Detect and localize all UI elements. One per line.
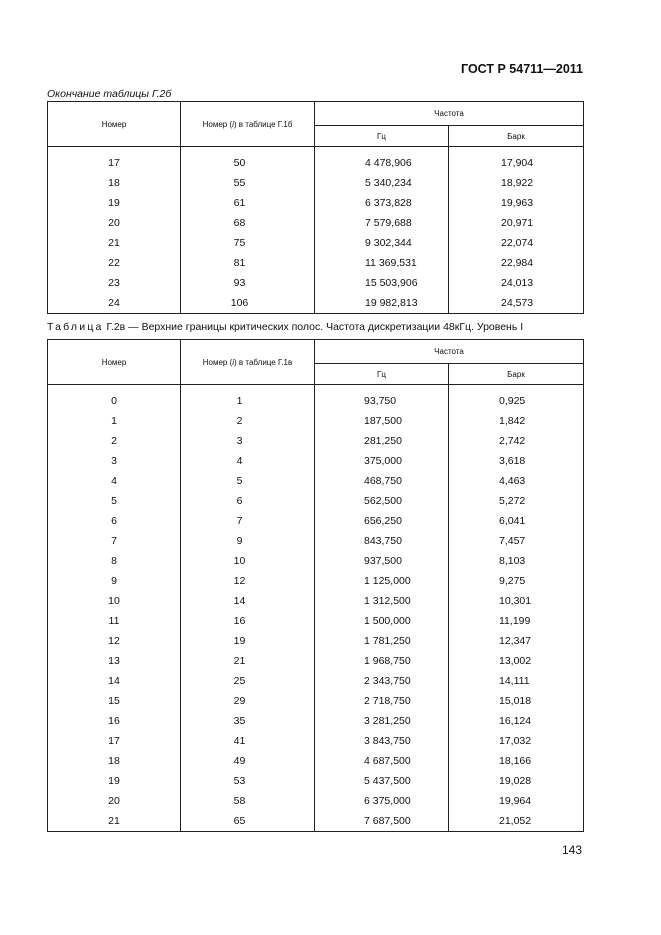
cell-hz: 468,750 [315, 471, 449, 491]
cell-number: 3 [48, 451, 181, 471]
cell-index: 25 [181, 671, 315, 691]
table1-header-index: Номер (i) в таблице Г.1б [181, 102, 315, 147]
cell-bark: 19,963 [449, 193, 584, 213]
cell-bark: 22,984 [449, 253, 584, 273]
table1-header-number: Номер [48, 102, 181, 147]
cell-bark: 20,971 [449, 213, 584, 233]
cell-number: 18 [48, 173, 181, 193]
table-row [48, 551, 584, 571]
cell-hz: 11 369,531 [315, 253, 449, 273]
cell-bark: 10,301 [449, 591, 584, 611]
cell-bark: 8,103 [449, 551, 584, 571]
cell-bark: 24,573 [449, 293, 584, 314]
cell-index: 4 [181, 451, 315, 471]
cell-bark: 17,904 [449, 147, 584, 174]
cell-hz: 656,250 [315, 511, 449, 531]
table-row [48, 651, 584, 671]
cell-hz: 1 781,250 [315, 631, 449, 651]
cell-index: 53 [181, 771, 315, 791]
cell-bark: 22,074 [449, 233, 584, 253]
table-row [48, 531, 584, 551]
table-row [48, 385, 584, 412]
cell-index: 9 [181, 531, 315, 551]
cell-bark: 13,002 [449, 651, 584, 671]
cell-index: 19 [181, 631, 315, 651]
cell-index: 29 [181, 691, 315, 711]
cell-index: 35 [181, 711, 315, 731]
cell-number: 0 [48, 385, 181, 412]
cell-number: 17 [48, 731, 181, 751]
cell-bark: 1,842 [449, 411, 584, 431]
table2-caption-label: Таблица [47, 321, 104, 333]
cell-bark: 19,964 [449, 791, 584, 811]
cell-index: 50 [181, 147, 315, 174]
cell-number: 1 [48, 411, 181, 431]
cell-index: 81 [181, 253, 315, 273]
cell-hz: 843,750 [315, 531, 449, 551]
cell-hz: 6 375,000 [315, 791, 449, 811]
cell-hz: 3 281,250 [315, 711, 449, 731]
table2-header-frequency: Частота [315, 340, 584, 364]
cell-hz: 4 687,500 [315, 751, 449, 771]
cell-index: 1 [181, 385, 315, 412]
cell-index: 14 [181, 591, 315, 611]
cell-hz: 5 437,500 [315, 771, 449, 791]
table-row [48, 591, 584, 611]
cell-number: 20 [48, 213, 181, 233]
table2-caption [47, 321, 523, 333]
table-row [48, 571, 584, 591]
cell-bark: 14,111 [449, 671, 584, 691]
cell-bark: 17,032 [449, 731, 584, 751]
page-number: 143 [561, 843, 582, 857]
cell-hz: 1 312,500 [315, 591, 449, 611]
cell-number: 19 [48, 771, 181, 791]
table2-caption-text: Г.2в — Верхние границы критических полос. Частота дискретизации 48кГц. Уровень I [103, 321, 524, 333]
table-row [48, 213, 584, 233]
cell-index: 12 [181, 571, 315, 591]
cell-bark: 0,925 [449, 385, 584, 412]
table-row [48, 631, 584, 651]
cell-number: 24 [48, 293, 181, 314]
cell-index: 5 [181, 471, 315, 491]
cell-number: 16 [48, 711, 181, 731]
cell-number: 19 [48, 193, 181, 213]
cell-hz: 1 500,000 [315, 611, 449, 631]
table-row [48, 711, 584, 731]
cell-index: 7 [181, 511, 315, 531]
cell-bark: 16,124 [449, 711, 584, 731]
table2-header-hz: Гц [315, 364, 449, 385]
cell-bark: 18,166 [449, 751, 584, 771]
table2 [47, 339, 584, 832]
cell-number: 6 [48, 511, 181, 531]
table1-body [48, 147, 584, 314]
cell-number: 18 [48, 751, 181, 771]
cell-number: 12 [48, 631, 181, 651]
cell-number: 10 [48, 591, 181, 611]
cell-hz: 187,500 [315, 411, 449, 431]
table2-header-number: Номер [48, 340, 181, 385]
cell-bark: 5,272 [449, 491, 584, 511]
table-row [48, 253, 584, 273]
cell-hz: 5 340,234 [315, 173, 449, 193]
cell-index: 68 [181, 213, 315, 233]
cell-number: 4 [48, 471, 181, 491]
cell-index: 3 [181, 431, 315, 451]
table-row [48, 511, 584, 531]
cell-hz: 7 687,500 [315, 811, 449, 832]
table1 [47, 101, 584, 314]
cell-index: 58 [181, 791, 315, 811]
cell-bark: 24,013 [449, 273, 584, 293]
table-row [48, 233, 584, 253]
cell-hz: 7 579,688 [315, 213, 449, 233]
cell-number: 2 [48, 431, 181, 451]
cell-index: 106 [181, 293, 315, 314]
cell-number: 14 [48, 671, 181, 691]
cell-hz: 93,750 [315, 385, 449, 412]
cell-hz: 3 843,750 [315, 731, 449, 751]
table-row [48, 691, 584, 711]
table-row [48, 671, 584, 691]
table-row [48, 451, 584, 471]
table-row [48, 293, 584, 314]
cell-bark: 2,742 [449, 431, 584, 451]
cell-bark: 7,457 [449, 531, 584, 551]
cell-number: 5 [48, 491, 181, 511]
cell-bark: 11,199 [449, 611, 584, 631]
table2-header-bark: Барк [449, 364, 584, 385]
cell-bark: 12,347 [449, 631, 584, 651]
cell-index: 16 [181, 611, 315, 631]
cell-hz: 9 302,344 [315, 233, 449, 253]
cell-bark: 18,922 [449, 173, 584, 193]
cell-number: 15 [48, 691, 181, 711]
cell-number: 11 [48, 611, 181, 631]
cell-number: 21 [48, 811, 181, 832]
cell-hz: 15 503,906 [315, 273, 449, 293]
cell-index: 21 [181, 651, 315, 671]
cell-index: 2 [181, 411, 315, 431]
table-row [48, 791, 584, 811]
cell-number: 7 [48, 531, 181, 551]
cell-hz: 6 373,828 [315, 193, 449, 213]
cell-bark: 4,463 [449, 471, 584, 491]
cell-number: 23 [48, 273, 181, 293]
cell-index: 41 [181, 731, 315, 751]
cell-index: 10 [181, 551, 315, 571]
cell-index: 75 [181, 233, 315, 253]
table-row [48, 193, 584, 213]
cell-hz: 937,500 [315, 551, 449, 571]
cell-hz: 19 982,813 [315, 293, 449, 314]
cell-number: 17 [48, 147, 181, 174]
cell-bark: 15,018 [449, 691, 584, 711]
table-row [48, 273, 584, 293]
table1-header-frequency: Частота [315, 102, 584, 126]
cell-index: 61 [181, 193, 315, 213]
cell-hz: 2 343,750 [315, 671, 449, 691]
table-row [48, 811, 584, 832]
table1-header-bark: Барк [449, 126, 584, 147]
cell-index: 65 [181, 811, 315, 832]
cell-bark: 3,618 [449, 451, 584, 471]
cell-hz: 562,500 [315, 491, 449, 511]
cell-bark: 19,028 [449, 771, 584, 791]
table-row [48, 611, 584, 631]
cell-index: 55 [181, 173, 315, 193]
table-row [48, 147, 584, 174]
cell-hz: 1 968,750 [315, 651, 449, 671]
cell-number: 9 [48, 571, 181, 591]
cell-number: 20 [48, 791, 181, 811]
cell-number: 13 [48, 651, 181, 671]
table-row [48, 751, 584, 771]
table-row [48, 431, 584, 451]
cell-number: 22 [48, 253, 181, 273]
table1-header-hz: Гц [315, 126, 449, 147]
cell-hz: 281,250 [315, 431, 449, 451]
cell-number: 21 [48, 233, 181, 253]
cell-bark: 9,275 [449, 571, 584, 591]
cell-index: 93 [181, 273, 315, 293]
table2-header-index: Номер (i) в таблице Г.1в [181, 340, 315, 385]
table-row [48, 471, 584, 491]
cell-number: 8 [48, 551, 181, 571]
table-row [48, 491, 584, 511]
table-row [48, 173, 584, 193]
table-row [48, 771, 584, 791]
cell-hz: 4 478,906 [315, 147, 449, 174]
cell-index: 49 [181, 751, 315, 771]
table-row [48, 411, 584, 431]
cell-hz: 1 125,000 [315, 571, 449, 591]
cell-bark: 6,041 [449, 511, 584, 531]
cell-index: 6 [181, 491, 315, 511]
table1-caption: Окончание таблицы Г.2б [47, 88, 172, 100]
cell-bark: 21,052 [449, 811, 584, 832]
cell-hz: 375,000 [315, 451, 449, 471]
table-row [48, 731, 584, 751]
cell-hz: 2 718,750 [315, 691, 449, 711]
document-code: ГОСТ Р 54711—2011 [461, 62, 583, 76]
table2-body [48, 385, 584, 832]
